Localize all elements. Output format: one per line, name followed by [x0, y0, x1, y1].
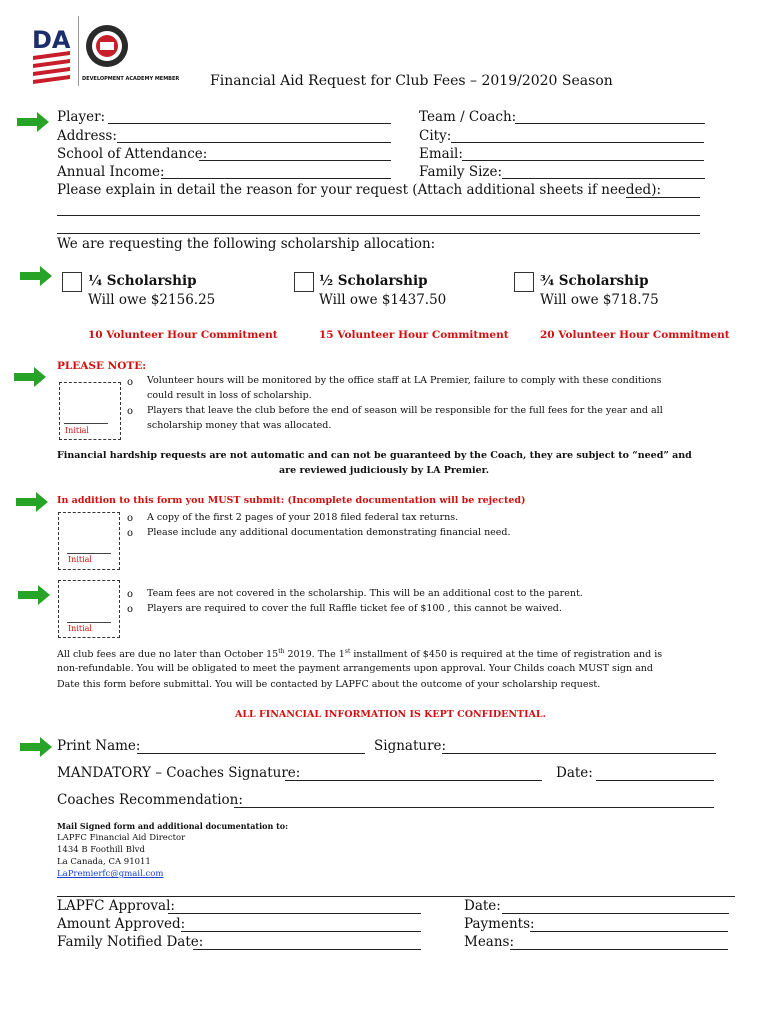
- family-size-field[interactable]: [502, 178, 705, 179]
- income-label: Annual Income:: [57, 164, 165, 180]
- da-logo-text: DA: [32, 26, 71, 54]
- page-title: Financial Aid Request for Club Fees – 2019/2020 Season: [210, 73, 613, 89]
- da-logo: [30, 18, 74, 84]
- initial-line: [67, 553, 111, 554]
- player-field[interactable]: [108, 123, 391, 124]
- mail-heading: Mail Signed form and additional documentation to:: [57, 821, 289, 831]
- initial-label: Initial: [68, 555, 92, 564]
- team-coach-field[interactable]: [515, 123, 705, 124]
- office-divider: [57, 896, 735, 897]
- bullet-6: o: [127, 604, 134, 615]
- office-date-field[interactable]: [502, 913, 729, 914]
- coach-date-label: Date:: [556, 765, 593, 781]
- logo-divider: [78, 16, 79, 86]
- arrow-icon: [20, 266, 52, 286]
- address-field[interactable]: [117, 142, 391, 143]
- coach-signature-field[interactable]: [285, 780, 542, 781]
- submit-line-2: Please include any additional documentation demonstrating financial need.: [147, 527, 511, 538]
- notified-field[interactable]: [193, 949, 421, 950]
- school-field[interactable]: [199, 160, 391, 161]
- notified-label: Family Notified Date:: [57, 934, 204, 950]
- fee-line-2: Players are required to cover the full Raffle ticket fee of $100 , this cannot be waived.: [147, 603, 562, 614]
- arrow-icon: [20, 737, 52, 757]
- three-quarter-scholarship-label: ¾ Scholarship: [540, 273, 649, 289]
- bullet-4: o: [127, 528, 134, 539]
- arrow-icon: [14, 367, 46, 387]
- bullet-1: o: [127, 377, 134, 388]
- initial-line: [64, 423, 108, 424]
- signature-label: Signature:: [374, 738, 447, 754]
- confidential-notice: ALL FINANCIAL INFORMATION IS KEPT CONFIDENTIAL.: [235, 709, 546, 720]
- means-label: Means:: [464, 934, 515, 950]
- fee-line-1: Team fees are not covered in the scholarship. This will be an additional cost to the parent.: [147, 588, 583, 599]
- coach-recommendation-label: Coaches Recommendation:: [57, 792, 243, 808]
- quarter-scholarship-label: ¼ Scholarship: [88, 273, 197, 289]
- due-line-2: non-refundable. You will be obligated to meet the payment arrangements upon approval. Your Childs coach MUST sign and: [57, 663, 653, 674]
- half-volunteer-hours: 15 Volunteer Hour Commitment: [319, 329, 509, 341]
- payments-field[interactable]: [530, 931, 728, 932]
- income-field[interactable]: [161, 178, 391, 179]
- quarter-scholarship-owe: Will owe $2156.25: [88, 292, 216, 308]
- signature-field[interactable]: [442, 753, 716, 754]
- due-line-1: All club fees are due no later than October 15th 2019. The 1st installment of $450 is required at the time of registration and is: [57, 648, 663, 661]
- three-quarter-volunteer-hours: 20 Volunteer Hour Commitment: [540, 329, 730, 341]
- bullet-5: o: [127, 589, 134, 600]
- submit-line-1: A copy of the first 2 pages of your 2018 filed federal tax returns.: [147, 512, 459, 523]
- arrow-icon: [16, 492, 48, 512]
- three-quarter-scholarship-owe: Will owe $718.75: [540, 292, 659, 308]
- initial-box-3[interactable]: [58, 580, 120, 638]
- initial-label: Initial: [65, 426, 89, 435]
- amount-field[interactable]: [181, 931, 421, 932]
- allocation-heading: We are requesting the following scholarship allocation:: [57, 236, 436, 252]
- coach-recommendation-field[interactable]: [234, 807, 714, 808]
- note-line-1: Volunteer hours will be monitored by the office staff at LA Premier, failure to comply with these conditions: [147, 375, 662, 386]
- da-caption: DEVELOPMENT ACADEMY MEMBER: [82, 76, 180, 82]
- hardship-line-2: are reviewed judiciously by LA Premier.: [279, 465, 490, 476]
- approval-label: LAPFC Approval:: [57, 898, 175, 914]
- mail-email-link[interactable]: LaPremierfc@gmail.com: [57, 869, 164, 879]
- due-line-3: Date this form before submittal. You will be contacted by LAPFC about the outcome of your scholarship request.: [57, 679, 601, 690]
- print-name-field[interactable]: [137, 753, 365, 754]
- coach-signature-label: MANDATORY – Coaches Signature:: [57, 765, 301, 781]
- explain-field-3[interactable]: [57, 233, 700, 234]
- print-name-label: Print Name:: [57, 738, 141, 754]
- hardship-line-1: Financial hardship requests are not automatic and can not be guaranteed by the Coach, they are subject to “need” and: [57, 450, 692, 461]
- must-submit-heading: In addition to this form you MUST submit: (Incomplete documentation will be rejected): [57, 495, 526, 506]
- city-label: City:: [419, 128, 452, 144]
- quarter-volunteer-hours: 10 Volunteer Hour Commitment: [88, 329, 278, 341]
- explain-field-1[interactable]: [626, 197, 700, 198]
- quarter-scholarship-checkbox[interactable]: [62, 272, 82, 292]
- approval-field[interactable]: [168, 913, 421, 914]
- note-line-4: scholarship money that was allocated.: [147, 420, 332, 431]
- family-size-label: Family Size:: [419, 164, 503, 180]
- half-scholarship-label: ½ Scholarship: [319, 273, 428, 289]
- mail-line-1: LAPFC Financial Aid Director: [57, 833, 186, 843]
- three-quarter-scholarship-checkbox[interactable]: [514, 272, 534, 292]
- bullet-2: o: [127, 406, 134, 417]
- amount-label: Amount Approved:: [57, 916, 186, 932]
- note-line-3: Players that leave the club before the end of season will be responsible for the full fees for the year and all: [147, 405, 663, 416]
- mail-line-2: 1434 B Foothill Blvd: [57, 845, 145, 855]
- initial-box-2[interactable]: [58, 512, 120, 570]
- initial-label: Initial: [68, 624, 92, 633]
- office-date-label: Date:: [464, 898, 501, 914]
- coach-date-field[interactable]: [596, 780, 714, 781]
- note-line-2: could result in loss of scholarship.: [147, 390, 312, 401]
- half-scholarship-checkbox[interactable]: [294, 272, 314, 292]
- arrow-icon: [17, 112, 49, 132]
- email-label: Email:: [419, 146, 463, 162]
- payments-label: Payments:: [464, 916, 535, 932]
- player-label: Player:: [57, 109, 106, 125]
- bullet-3: o: [127, 513, 134, 524]
- address-label: Address:: [57, 128, 117, 144]
- initial-line: [67, 622, 111, 623]
- please-note-heading: PLEASE NOTE:: [57, 360, 147, 372]
- email-field[interactable]: [462, 160, 704, 161]
- mail-line-3: La Canada, CA 91011: [57, 857, 151, 867]
- initial-box-1[interactable]: [59, 382, 121, 440]
- arrow-icon: [18, 585, 50, 605]
- city-field[interactable]: [451, 142, 704, 143]
- explain-field-2[interactable]: [57, 215, 700, 216]
- school-label: School of Attendance:: [57, 146, 208, 162]
- team-coach-label: Team / Coach:: [419, 109, 517, 125]
- explain-label: Please explain in detail the reason for your request (Attach additional sheets if needed):: [57, 182, 662, 198]
- lapfc-crest-icon: [84, 22, 130, 72]
- half-scholarship-owe: Will owe $1437.50: [319, 292, 447, 308]
- means-field[interactable]: [510, 949, 728, 950]
